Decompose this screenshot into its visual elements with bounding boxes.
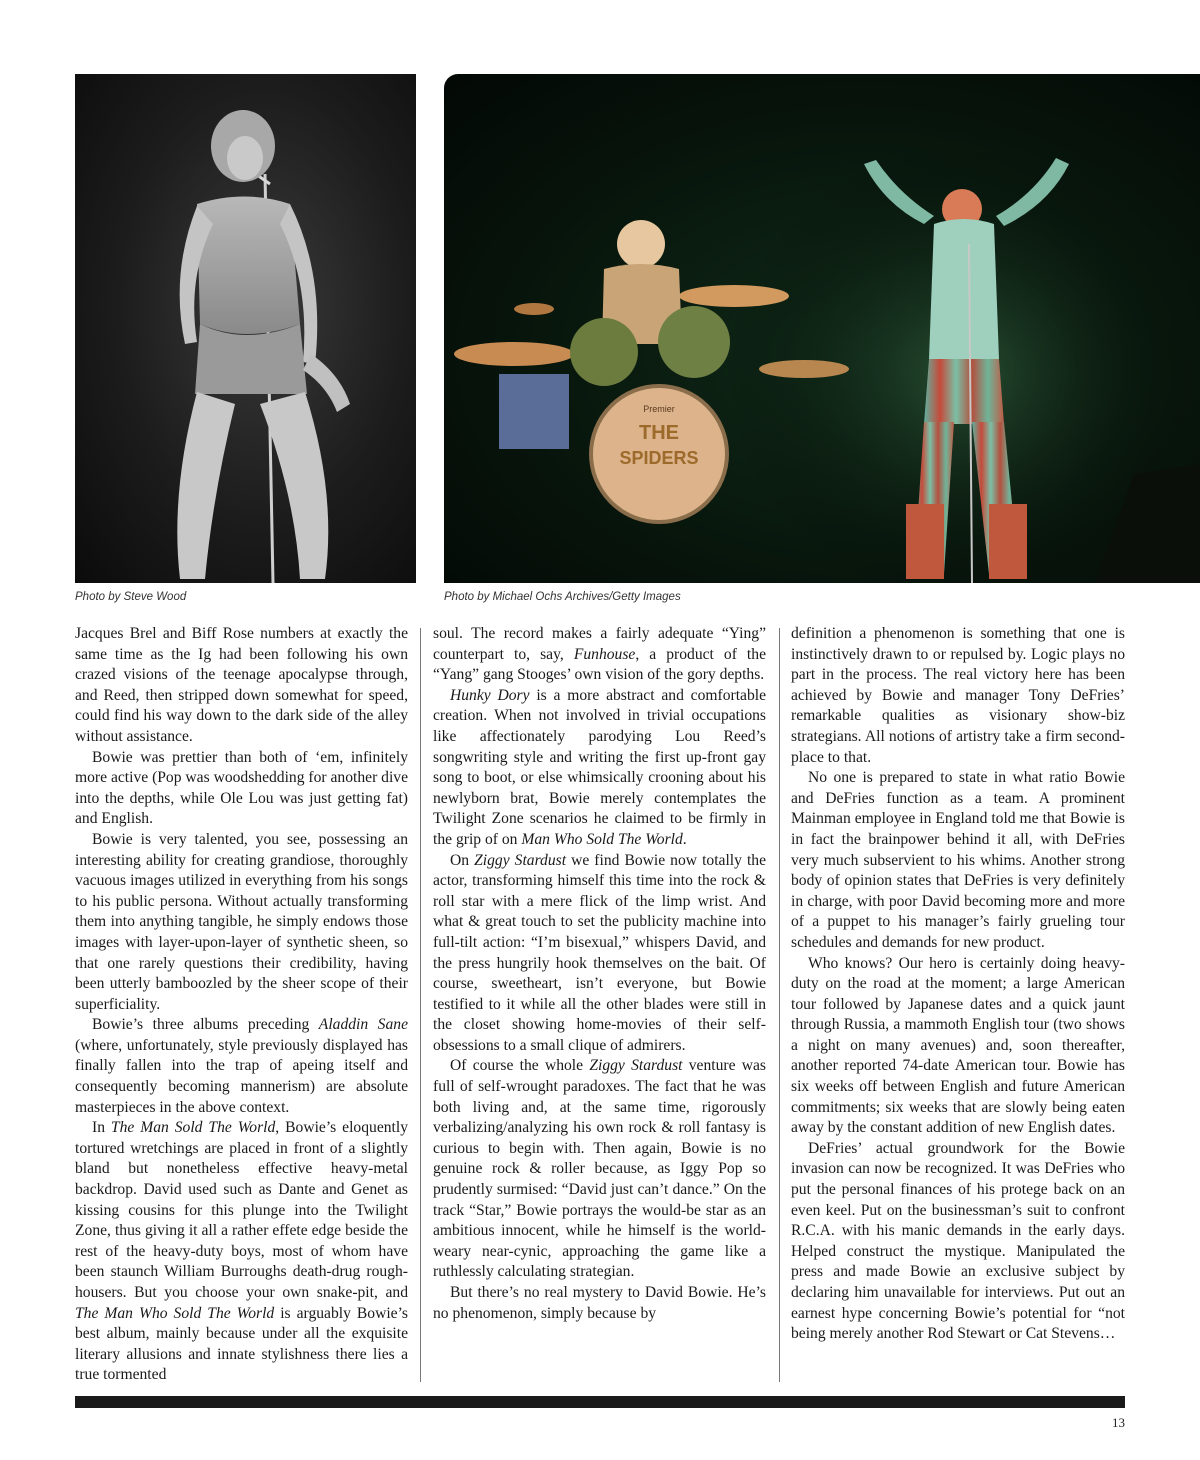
- performer-silhouette: [75, 74, 416, 583]
- paragraph: Jacques Brel and Biff Rose numbers at exactly the same time as the Ig had been following his own crazed visions of the teenage apocalypse through, and Reed, then stripped down somewhat for speed, could find his way down to the dark side of the alley without assistance.: [75, 625, 408, 745]
- album-title: Ziggy Stardust: [474, 851, 567, 869]
- performer-photo-bw: [75, 74, 416, 583]
- paragraph: No one is prepared to state in what ratio Bowie and DeFries function as a team. A prominent Mainman employee in England told me that Bowie is in fact the brainpower behind it all, with DeFries very much subservient to his whims. Another strong body of opinion states that DeFries is very definitely in charge, with poor David becoming more and more of a puppet to his manager’s fairly grueling tour schedules and demands for new product.: [791, 769, 1125, 951]
- page-number: 13: [1112, 1415, 1125, 1430]
- paragraph: Of course the whole Ziggy Stardust venture was full of self-wrought paradoxes. The fact that he was both living and, at the same time, rigorously verbalizing/analyzing his own rock & roll fantasy is curious to begin with. Then again, Bowie is no genuine rock & roller because, as Iggy Pop so prudently surmised: “David just can’t dance.” On the track “Star,” Bowie portrays the would-be star as an ambitious innocent, while he himself is the world-weary near-cynic, approaching the game like a ruthlessly calculating strategian.: [433, 1057, 767, 1281]
- paragraph: Bowie was prettier than both of ‘em, infinitely more active (Pop was woodshedding for another dive into the depths, while Ole Lou was just getting fat) and English.: [75, 748, 409, 828]
- album-title: Hunky Dory: [450, 686, 530, 704]
- drum-brand-text: Premier: [643, 404, 675, 414]
- stage-scene: [444, 74, 1200, 583]
- footer-bar: [75, 1396, 1125, 1408]
- drum-text-spiders: SPIDERS: [619, 448, 699, 468]
- paragraph: But there’s no real mystery to David Bowie. He’s no phenomenon, simply because by: [433, 1284, 766, 1322]
- article-column-1: [75, 624, 408, 1384]
- article-column-2: [433, 624, 766, 1384]
- album-title: The Man Who Sold The World: [75, 1304, 275, 1322]
- paragraph: soul. The record makes a fairly adequate “Ying” counterpart to, say, Funhouse, a product of the “Yang” gang Stooges’ own vision of the gory depths.: [433, 625, 766, 684]
- paragraph: On Ziggy Stardust we find Bowie now totally the actor, transforming himself this time into the rock & roll star with a mere flick of the limp wrist. And what & great touch to set the publicity machine into full-tilt action: “I’m bisexual,” whispers David, and the press hungrily hook themselves on the bait. Of course, sweetheart, isn’t everyone, but Bowie testified to it while all the other blades were still in the closet showing home-movies of their self-obsessions to a small clique of admirers.: [433, 851, 766, 1054]
- album-title: The Man Sold The World: [110, 1119, 276, 1137]
- column-divider: [779, 628, 780, 1382]
- album-title: Aladdin Sane: [318, 1016, 408, 1034]
- paragraph: Bowie is very talented, you see, possessing an interesting ability for creating grandiose, thoroughly vacuous images utilized in everything from his songs to his public persona. Without actually transforming them into anything tangible, he simply endows those images with layer-upon-layer of synthetic sheen, so that one rarely questions their credibility, having been utterly bamboozled by the sheer scope of their superficiality.: [75, 830, 408, 1013]
- photo-credit-right: Photo by Michael Ochs Archives/Getty Images: [444, 591, 681, 603]
- concert-photo-color: [444, 74, 1200, 583]
- drum-text-the: THE: [639, 422, 679, 444]
- paragraph: definition a phenomenon is something that one is instinctively drawn to or repulsed by. Logic plays no part in the process. The real victory here has been achieved by Bowie and manager Tony DeFries’ remarkable qualities as visionary show-biz strategians. All notions of artistry take a firm second-place to that.: [791, 625, 1125, 766]
- column-divider: [420, 628, 421, 1382]
- photo-credit-left: Photo by Steve Wood: [75, 591, 187, 603]
- album-title: Funhouse: [573, 645, 636, 663]
- paragraph: Who knows? Our hero is certainly doing heavy-duty on the road at the moment; a large American tour followed by Japanese dates and a quick jaunt through Russia, a mammoth English tour (two shows a night on many avenues) and, soon thereafter, another reported 74-date American tour. Bowie has six weeks off between English and future American commitments; six weeks that are slowly being eaten away by the constant addition of new English dates.: [791, 954, 1125, 1137]
- album-title: Ziggy Stardust: [589, 1057, 683, 1075]
- article-column-3: [791, 624, 1125, 1384]
- paragraph: In The Man Sold The World, Bowie’s eloquently tortured wretchings are placed in front of a slightly bland but nonetheless effective heavy-metal backdrop. David used such as Dante and Genet as kissing cousins for this plunge into the Twilight Zone, thus giving it all a rather effete edge beside the rest of the heavy-duty boys, most of whom have been staunch William Burroughs death-drug rough-housers. But you choose your own snake-pit, and The Man Who Sold The World is arguably Bowie’s best album, mainly because under all the exquisite literary allusions and innate stylishness there lies a true tormented: [75, 1119, 409, 1384]
- album-title: Man Who Sold The World: [521, 830, 683, 848]
- paragraph: DeFries’ actual groundwork for the Bowie invasion can now be recognized. It was DeFries who put the personal finances of his protege back on an even keel. Put on the businessman’s suit to confront R.C.A. with his manic demands in the early days. Helped construct the mystique. Manipulated the press and made Bowie an exclusive subject by declaring him unavailable for interviews. Put out an earnest hype concerning Bowie’s potential for “not being merely another Rod Stewart or Cat Stevens…: [791, 1139, 1125, 1343]
- paragraph: Hunky Dory is a more abstract and comfortable creation. When not involved in trivial occupations like affectionately parodying Lou Reed’s songwriting style and writing the first up-front gay song to boot, or else whimsically crooning about his newlyborn brat, Bowie merely contemplates the Twilight Zone scenarios he claimed to be firmly in the grip of on Man Who Sold The World.: [433, 686, 766, 848]
- paragraph: Bowie’s three albums preceding Aladdin Sane (where, unfortunately, style previously displayed has finally fallen into the trap of apeing itself and consequently becoming mannerism) are absolute masterpieces in the above context.: [75, 1016, 408, 1116]
